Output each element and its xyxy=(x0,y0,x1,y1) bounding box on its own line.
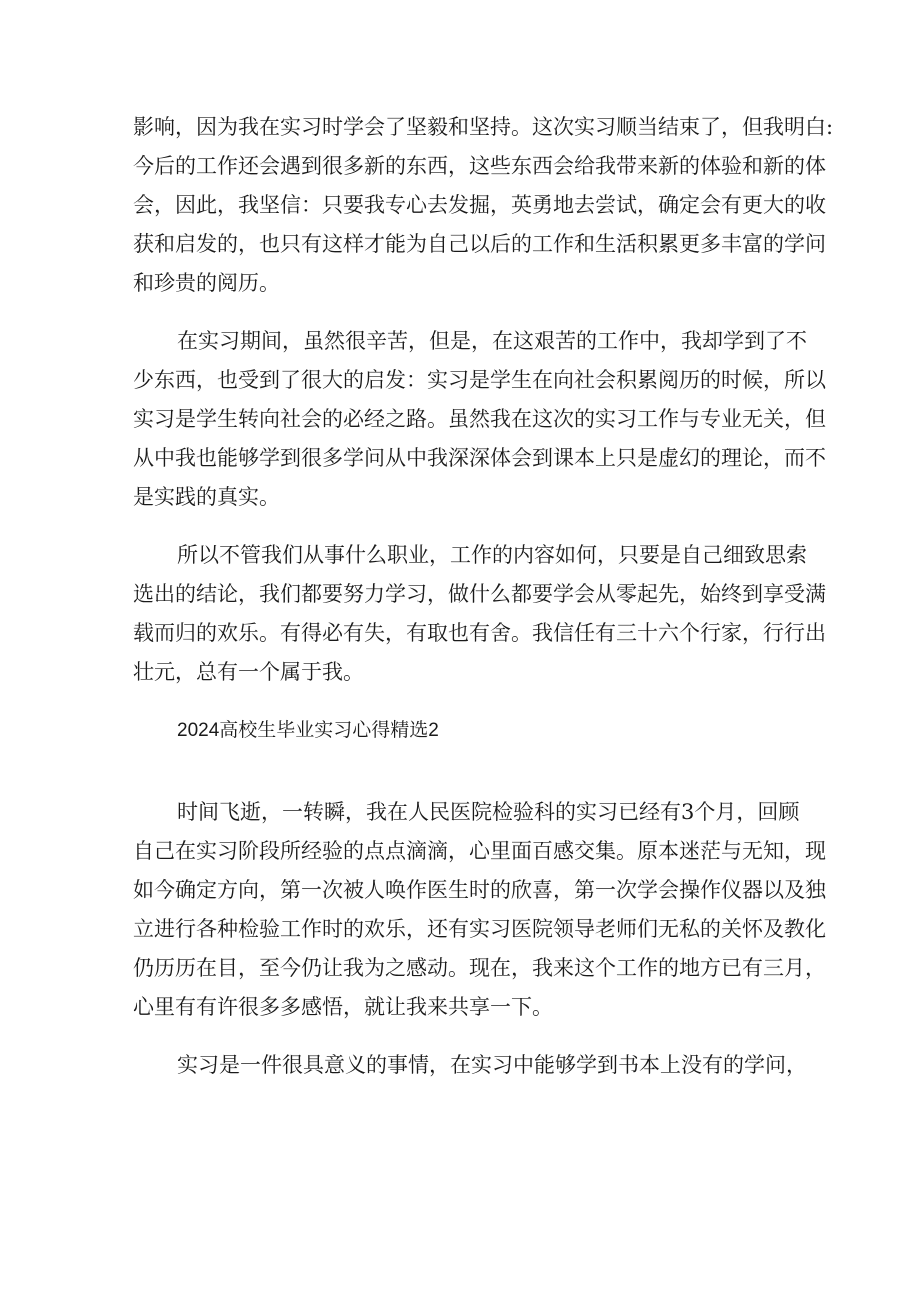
text-line: 仍历历在目，至今仍让我为之感动。现在，我来这个工作的地方已有三月， xyxy=(133,956,826,980)
text-line: 获和启发的，也只有这样才能为自己以后的工作和生活积累更多丰富的学问 xyxy=(133,232,826,256)
text-line: 时间飞逝，一转瞬，我在人民医院检验科的实习已经有3个月，回顾 xyxy=(177,800,800,824)
text-line: 实习是学生转向社会的必经之路。虽然我在这次的实习工作与专业无关，但 xyxy=(133,407,826,431)
text-line: 会，因此，我坚信：只要我专心去发掘，英勇地去尝试，确定会有更大的收 xyxy=(133,193,826,217)
text-line: 选出的结论，我们都要努力学习，做什么都要学会从零起先，始终到享受满 xyxy=(133,582,826,606)
paragraph-3 xyxy=(133,536,826,692)
paragraph-2 xyxy=(133,322,826,517)
text-line: 所以不管我们从事什么职业，工作的内容如何，只要是自己细致思索 xyxy=(177,543,807,567)
text-line: 壮元，总有一个属于我。 xyxy=(133,660,364,684)
text-line: 如今确定方向，第一次被人唤作医生时的欣喜，第一次学会操作仪器以及独 xyxy=(133,878,826,902)
text-line: 影响，因为我在实习时学会了坚毅和坚持。这次实习顺当结束了，但我明白: xyxy=(133,115,834,139)
paragraph-5 xyxy=(133,1046,807,1085)
text-line: 少东西，也受到了很大的启发：实习是学生在向社会积累阅历的时候，所以 xyxy=(133,368,826,392)
text-line: 实习是一件很具意义的事情，在实习中能够学到书本上没有的学问， xyxy=(177,1053,807,1077)
text-line: 今后的工作还会遇到很多新的东西，这些东西会给我带来新的体验和新的体 xyxy=(133,154,826,178)
document-body xyxy=(133,108,834,1104)
text-line: 从中我也能够学到很多学问从中我深深体会到课本上只是虚幻的理论，而不 xyxy=(133,446,826,470)
paragraph-4 xyxy=(133,793,826,1027)
text-line: 和珍贵的阅历。 xyxy=(133,271,280,295)
text-line: 在实习期间，虽然很辛苦，但是，在这艰苦的工作中，我却学到了不 xyxy=(177,329,807,353)
section-heading: 2024高校生毕业实习心得精选2 xyxy=(177,720,439,741)
paragraph-1 xyxy=(133,108,834,303)
text-line: 是实践的真实。 xyxy=(133,485,280,509)
text-line: 心里有有许很多多感悟，就让我来共享一下。 xyxy=(133,995,553,1019)
text-line: 立进行各种检验工作时的欢乐，还有实习医院领导老师们无私的关怀及教化 xyxy=(133,917,826,941)
text-line: 自己在实习阶段所经验的点点滴滴，心里面百感交集。原本迷茫与无知，现 xyxy=(133,839,826,863)
text-line: 载而归的欢乐。有得必有失，有取也有舍。我信任有三十六个行家，行行出 xyxy=(133,621,826,645)
